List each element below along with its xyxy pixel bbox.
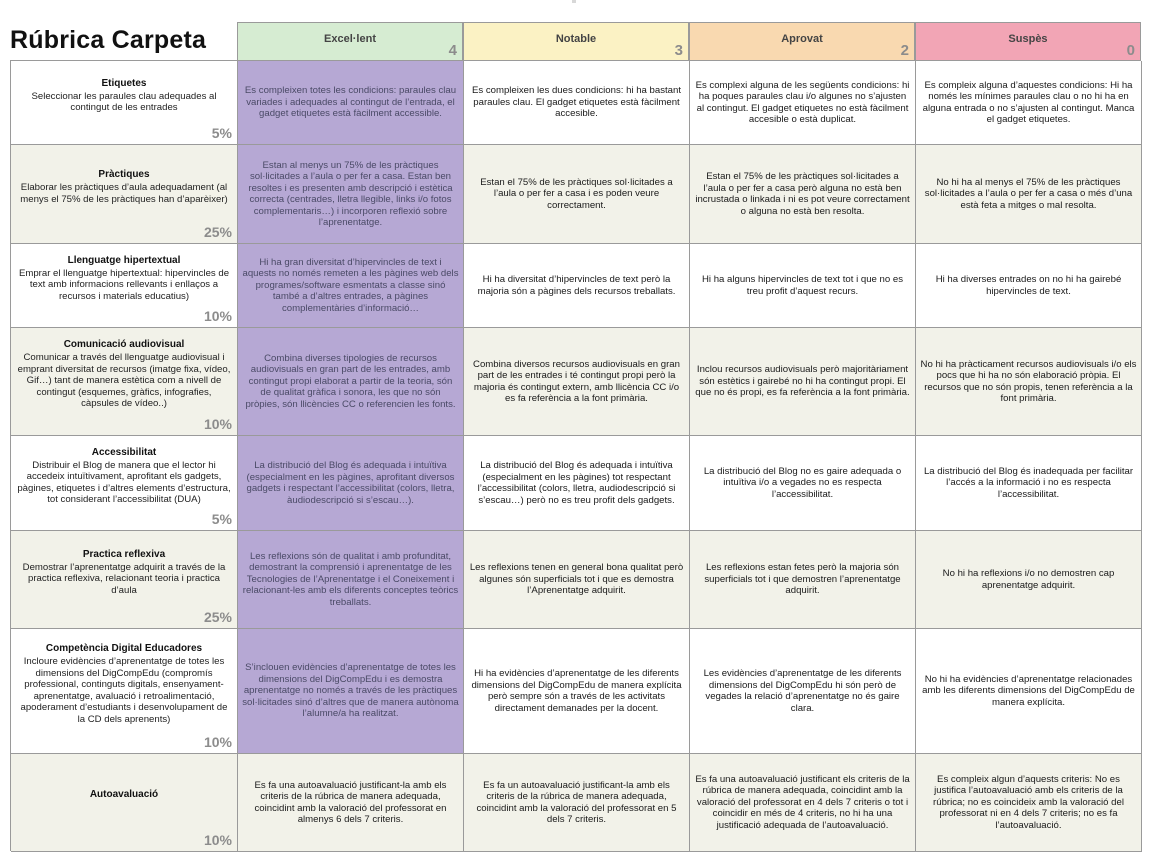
rubric-cell-suspes: Es compleix algun d’aquests criteris: No es justifica l’autoavaluació amb els criteris de la rúbrica; no es coincideix amb la valoració del professorat ni en 4 dels 7 criteris; no es fa l’autoavaluació. [916,754,1142,852]
criterion-cell [11,145,238,244]
criterion-description: Emprar el llenguatge hipertextual: hipervincles de text amb informacions rellevants i enllaços a recursos i materials educatius) [18,267,230,302]
criterion-name: Autoavaluació [89,789,159,800]
top-mark [572,0,576,3]
rubric-cell-excellent: Hi ha gran diversitat d’hipervincles de text i aquests no només remeten a les pàgines web dels programes/software esmentats a classe sinó també a d’altres entrades, a pàgines complementàries d’informació… [238,244,464,328]
rubric-cell-aprovat: Inclou recursos audiovisuals però majoritàriament són estètics i gairebé no hi ha contingut propi. El que no és propi, es fa referència a la font primària. [690,328,916,436]
rubric-cell-suspes: No hi ha pràcticament recursos audiovisuals i/o els pocs que hi ha no són elaboració pròpia. El recursos que no són propis, tenen referència a la font primària. [916,328,1142,436]
level-header-suspes [915,22,1141,60]
criterion-weight: 25% [203,609,232,626]
rubric-cell-notable: Hi ha diversitat d’hipervincles de text però la majoria són a pàgines dels recursos treballats. [464,244,690,328]
rubric-cell-notable: Les reflexions tenen en general bona qualitat però algunes són superficials tot i que es demostra l’Aprenentatge adquirit. [464,531,690,629]
rubric-cell-aprovat: Es fa una autoavaluació justificant els criteris de la rúbrica de manera adequada, coincidint amb la valoració del professorat en 4 dels 7 criteris o tot i coincidir en més de 4 criteris, no hi ha una justificació adequada de l’autoavaluació. [690,754,916,852]
rubric-cell-excellent: Estan al menys un 75% de les pràctiques sol·licitades a l’aula o per fer a casa. Estan ben resoltes i es presenten amb descripció i estètica correcta (centrades, lletra llegible, links i/o fotos complementaris…) i incorporen reflexió sobre l’aprenentatge. [238,145,464,244]
criterion-name: Comunicació audiovisual [63,339,185,351]
level-name: Notable [555,33,597,45]
level-name: Suspès [1008,33,1048,45]
rubric-cell-aprovat: Estan el 75% de les pràctiques sol·licitades a l’aula o per fer a casa però alguna no està ben incrustada o linkada i ni es pot veure correctament o alguna no està ben resolta. [690,145,916,244]
rubric-cell-aprovat: Les reflexions estan fetes però la majoria són superficials tot i que demostren l’aprenentatge adquirit. [690,531,916,629]
criterion-description: Elaborar les pràctiques d’aula adequadament (al menys el 75% de les pràctiques han d’aparèixer) [20,182,228,205]
criterion-name: Competència Digital Educadores [45,643,203,654]
criterion-weight: 10% [203,734,232,751]
rubric-cell-suspes: Es compleix alguna d’aquestes condicions: Hi ha només les mínimes paraules clau o no hi ha en alguna entrada o no s’ajusten al contingut. Manca el gadget etiquetes. [916,61,1142,145]
rubric-cell-excellent: Les reflexions són de qualitat i amb profunditat, demostrant la comprensió i aprenentatge de les Tecnologies de l’Aprenentatge i el Coneixement i relacionant-les amb els diferents conceptes teòrics treballats. [238,531,464,629]
criterion-weight: 10% [203,416,232,433]
rubric-cell-notable: La distribució del Blog és adequada i intuïtiva (especialment en les pàgines) tot respectant l’accessibilitat (colors, lletra, audiodescripció si s’escau…) però no es treu profit dels gadgets. [464,436,690,531]
level-header-excellent [237,22,463,60]
criterion-cell [11,328,238,436]
criterion-cell [11,531,238,629]
criterion-cell [11,436,238,531]
level-name: Excel·lent [324,33,376,45]
criterion-weight: 5% [211,511,232,528]
rubric-cell-aprovat: La distribució del Blog no es gaire adequada o intuïtiva i/o a vegades no es respecta l’accessibilitat. [690,436,916,531]
criterion-name: Etiquetes [101,77,147,89]
criterion-cell [11,244,238,328]
rubric-cell-excellent: Es compleixen totes les condicions: paraules clau variades i adequades al contingut de l’entrada, el gadget etiquetes està fàcilment accessible. [238,61,464,145]
rubric-table [10,60,1141,851]
criterion-name: Accessibilitat [91,446,157,458]
page-title: Rúbrica Carpeta [10,26,207,54]
criterion-weight: 5% [211,125,232,142]
rubric-cell-suspes: No hi ha evidències d’aprenentatge relacionades amb les diferents dimensions del DigCompEdu de manera explícita. [916,629,1142,754]
criterion-description: Seleccionar les paraules clau adequades al contingut de les entrades [31,90,217,113]
criterion-cell [11,61,238,145]
level-score: 0 [1126,42,1135,59]
rubric-cell-notable: Hi ha evidències d’aprenentatge de les diferents dimensions del DigCompEdu de manera explícita però sempre són a través de les activitats directament demanades per la docent. [464,629,690,754]
rubric-cell-aprovat: Les evidències d’aprenentatge de les diferents dimensions del DigCompEdu hi són però de vegades la relació d’aprenentatge no és gaire clara. [690,629,916,754]
rubric-cell-notable: Estan el 75% de les pràctiques sol·licitades a l’aula o per fer a casa i es poden veure correctament. [464,145,690,244]
rubric-cell-suspes: La distribució del Blog és inadequada per facilitar l’accés a la informació i no es respecta l’accessibilitat. [916,436,1142,531]
rubric-cell-notable: Es compleixen les dues condicions: hi ha bastant paraules clau. El gadget etiquetes està fàcilment accesible. [464,61,690,145]
level-score: 3 [674,42,683,59]
criterion-description: Incloure evidències d’aprenentatge de totes les dimensions del DigCompEdu (compromís professional, continguts digitals, ensenyament-aprenentatge, avaluació i retroalimentació, apoderament d’estudiants i desenvolupament de la CD dels aprenents) [20,656,228,725]
criterion-weight: 10% [203,832,232,849]
criterion-cell [11,754,238,852]
criterion-weight: 25% [203,224,232,241]
level-header-aprovat [689,22,915,60]
criterion-cell [11,629,238,754]
criterion-description: Distribuir el Blog de manera que el lector hi accedeix intuïtivament, aprofitant els gadgets, pàgines, etiquetes i d’altres elements d’estructura, tot considerant l’accessibilitat (DUA) [17,459,231,505]
rubric-cell-excellent: Combina diverses tipologies de recursos audiovisuals en gran part de les entrades, amb contingut propi elaborat a partir de la teoria, són de qualitat gràfica i sonora, les que no són pròpies, són llicències CC o referencien les fonts. [238,328,464,436]
rubric-cell-notable: Es fa un autoavaluació justificant-la amb els criteris de la rúbrica de manera adequada, coincidint amb la valoració del professorat en 5 dels 7 criteris. [464,754,690,852]
rubric-cell-excellent: La distribució del Blog és adequada i intuïtiva (especialment en les pàgines, aprofitant diversos gadgets i respectant l’accessibilitat (colors, lletra, àudiodescripció si s’escau…). [238,436,464,531]
criterion-description: Comunicar a través del llenguatge audiovisual i emprant diversitat de recursos (imatge fixa, vídeo, Gif…) tant de manera estètica com a nivell de contingut (esquemes, gràfics, infografies, càpsules de vídeo..) [17,352,231,410]
rubric-cell-notable: Combina diversos recursos audiovisuals en gran part de les entrades i té contingut propi però la majoria és contingut extern, amb llicència CC i/o es fa referència a la font primària. [464,328,690,436]
rubric-cell-suspes: No hi ha reflexions i/o no demostren cap aprenentatge adquirit. [916,531,1142,629]
level-header-notable [463,22,689,60]
level-score: 2 [900,42,909,59]
criterion-name: Pràctiques [98,169,150,180]
criterion-name: Llenguatge hipertextual [67,254,181,266]
criterion-description: Demostrar l’aprenentatge adquirit a través de la practica reflexiva, relacionant teoria i practica d’aula [22,561,226,596]
criterion-name: Practica reflexiva [82,548,166,560]
rubric-cell-aprovat: Hi ha alguns hipervincles de text tot i que no es treu profit d’aquest recurs. [690,244,916,328]
rubric-cell-excellent: Es fa una autoavaluació justificant-la amb els criteris de la rúbrica de manera adequada, coincidint amb la valoració del professorat en almenys 6 dels 7 criteris. [238,754,464,852]
criterion-weight: 10% [203,308,232,325]
rubric-cell-aprovat: Es complexi alguna de les següents condicions: hi ha poques paraules clau i/o algunes no s’ajusten al contingut. El gadget etiquetes no està fàcilment accesible o està duplicat. [690,61,916,145]
level-score: 4 [448,42,457,59]
rubric-cell-suspes: No hi ha al menys el 75% de les pràctiques sol·licitades a l’aula o per fer a casa o més d’una està feta a mitges o mal resolta. [916,145,1142,244]
rubric-cell-excellent: S’inclouen evidències d’aprenentatge de totes les dimensions del DigCompEdu i es demostra aprenentatge no només a través de les pràctiques sol·licitades sinó d’altres que de manera autònoma l’alumne/a ha realitzat. [238,629,464,754]
level-name: Aprovat [781,33,823,45]
rubric-cell-suspes: Hi ha diverses entrades on no hi ha gairebé hipervincles de text. [916,244,1142,328]
